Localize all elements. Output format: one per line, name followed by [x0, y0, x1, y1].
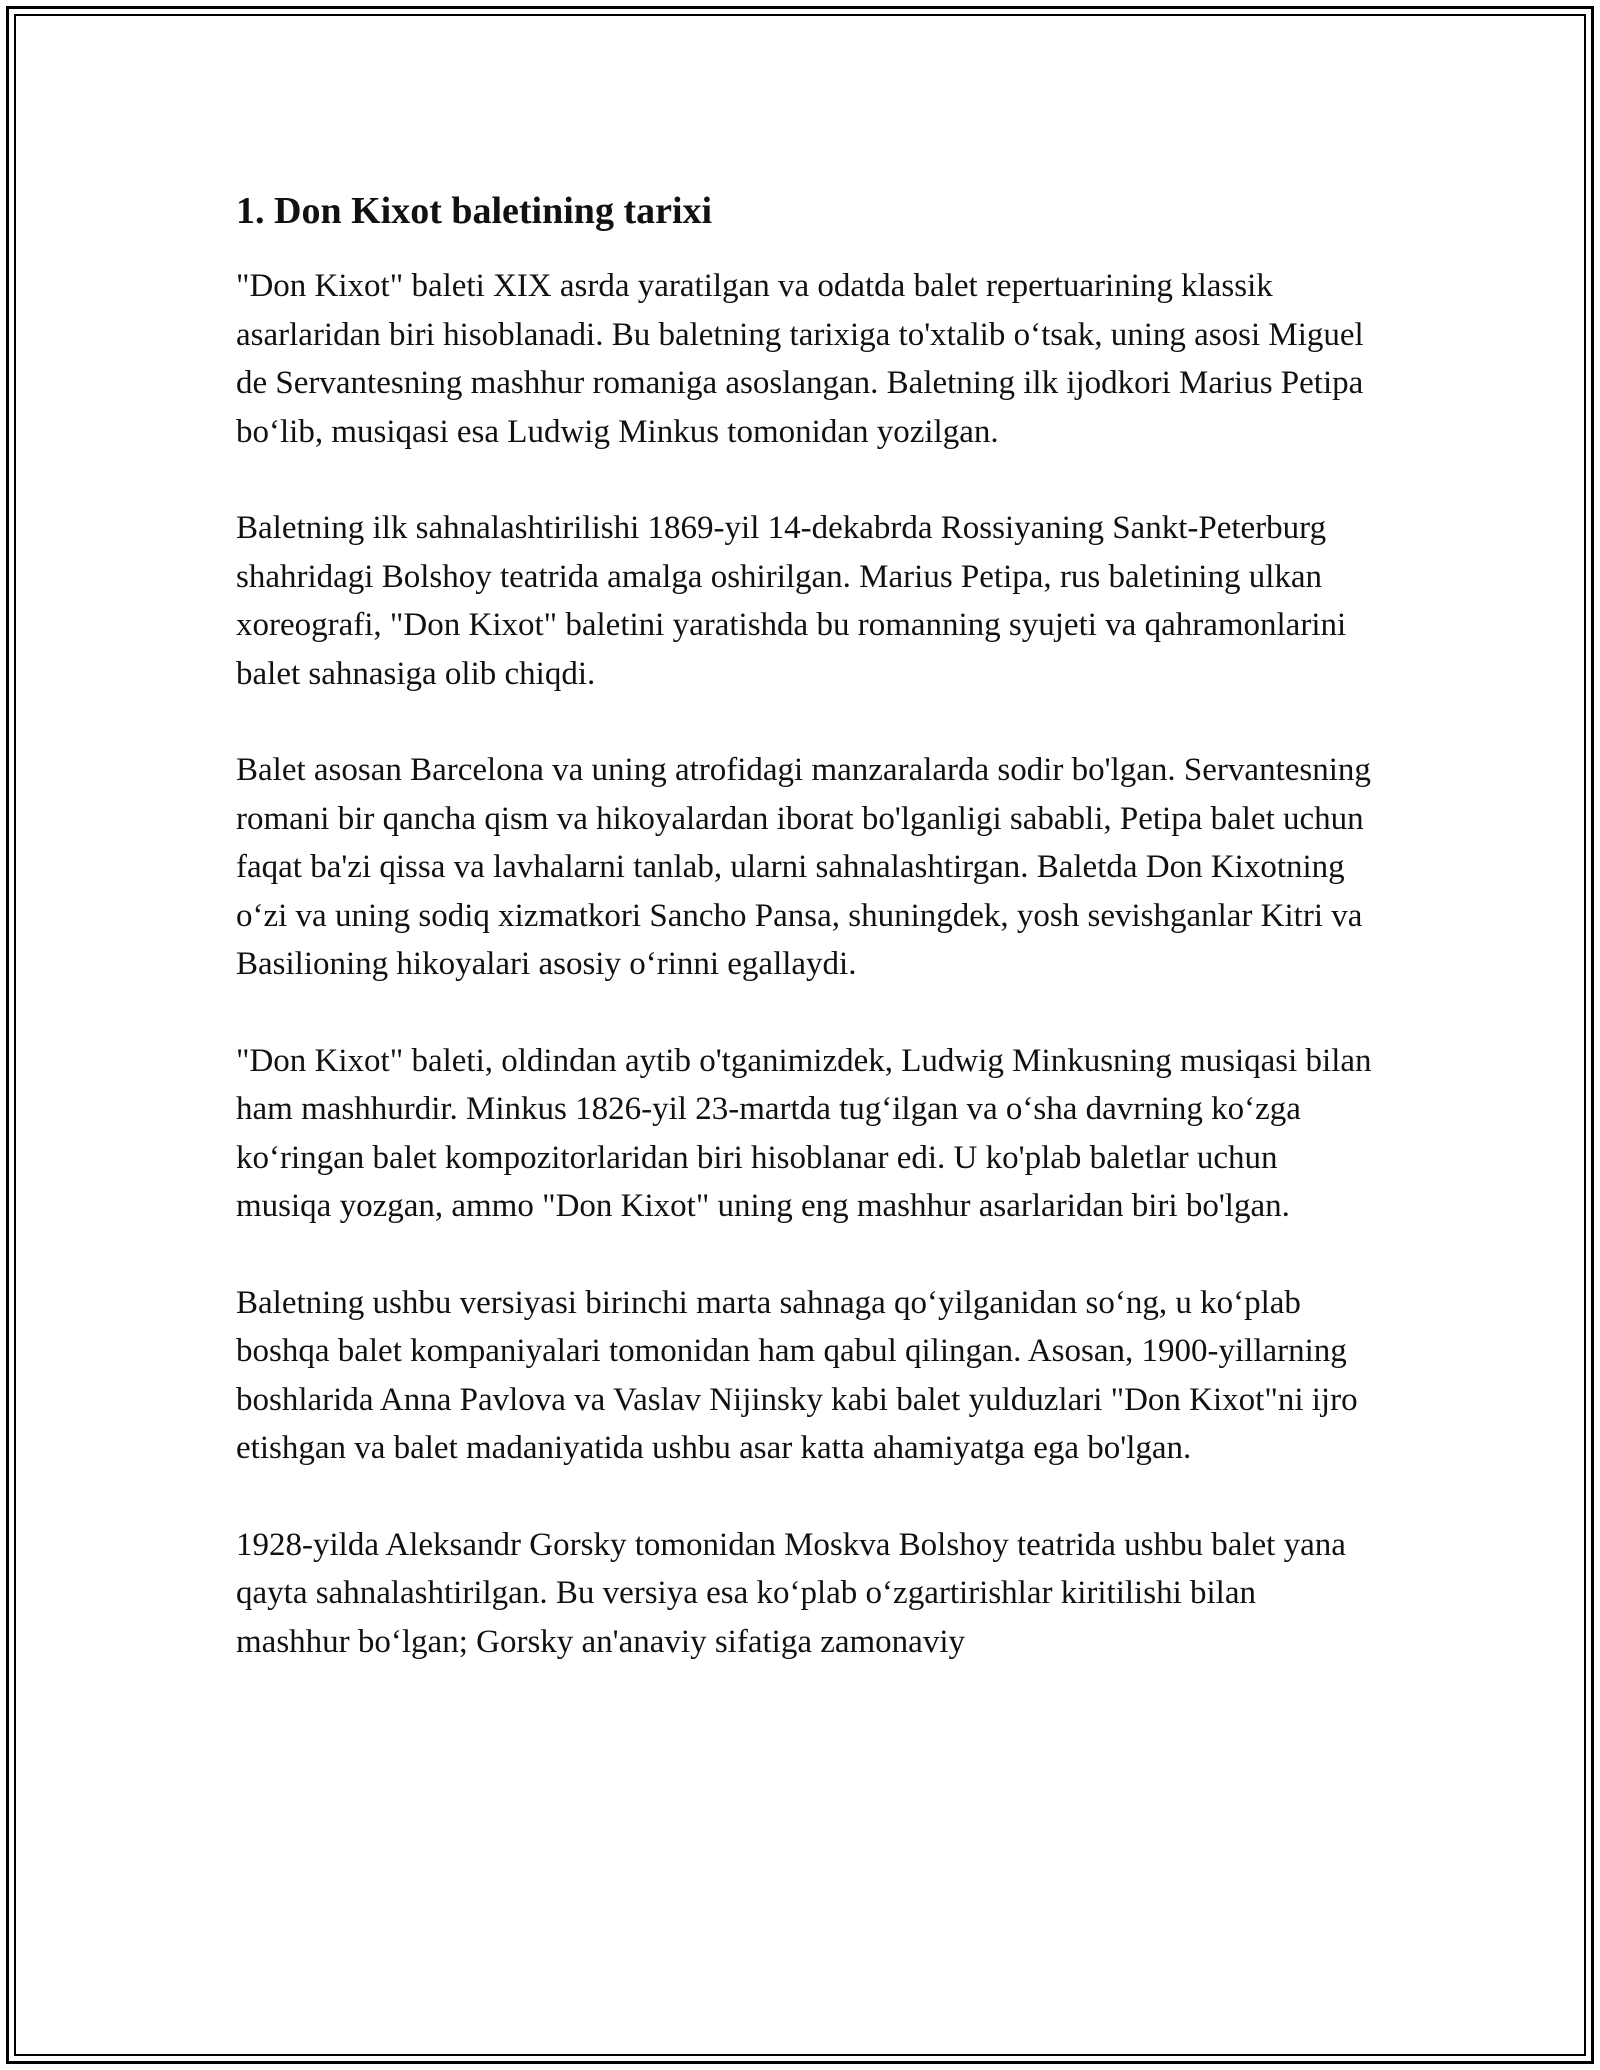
section-heading: 1. Don Kixot baletining tarixi — [236, 190, 713, 232]
paragraph-gorsky-version: 1928-yilda Aleksandr Gorsky tomonidan Moskva Bolshoy teatrida ushbu balet yana qayta sahnalashtirilgan. Bu versiya esa ko‘plab o‘zgartirishlar kiritilishi bilan mashhur bo‘lgan; Gorsky an'anaviy sifatiga zamonaviy — [236, 1526, 1346, 1660]
paragraph-later-productions: Baletning ushbu versiyasi birinchi marta sahnaga qo‘yilganidan so‘ng, u ko‘plab boshqa balet kompaniyalari tomonidan ham qabul qilingan. Asosan, 1900-yillarning boshlarida Anna Pavlova va Vaslav Nijinsky kabi balet yulduzlari "Don Kixot"ni ijro etishgan va balet madaniyatida ushbu asar katta ahamiyatga ega bo'lgan. — [236, 1284, 1358, 1466]
paragraph-setting-plot: Balet asosan Barcelona va uning atrofidagi manzaralarda sodir bo'lgan. Servantesning romani bir qancha qism va hikoyalardan iborat bo'lganligi sababli, Petipa balet uchun faqat ba'zi qissa va lavhalarni tanlab, ularni sahnalashtirgan. Baletda Don Kixotning o‘zi va uning sodiq xizmatkori Sancho Pansa, shuningdek, yosh sevishganlar Kitri va Basilioning hikoyalari asosiy o‘rinni egallaydi. — [236, 752, 1371, 982]
paragraph-minkus-music: "Don Kixot" baleti, oldindan aytib o'tganimizdek, Ludwig Minkusning musiqasi bilan ham mashhurdir. Minkus 1826-yil 23-martda tug‘ilgan va o‘sha davrning ko‘zga ko‘ringan balet kompozitorlaridan biri hisoblanar edi. U ko'plab baletlar uchun musiqa yozgan, ammo "Don Kixot" uning eng mashhur asarlaridan biri bo'lgan. — [236, 1042, 1372, 1224]
paragraph-history-origin: "Don Kixot" baleti XIX asrda yaratilgan va odatda balet repertuarining klassik asarlaridan biri hisoblanadi. Bu baletning tarixiga to'xtalib o‘tsak, uning asosi Miguel de Servantesning mashhur romaniga asoslangan. Baletning ilk ijodkori Marius Petipa bo‘lib, musiqasi esa Ludwig Minkus tomonidan yozilgan. — [236, 268, 1364, 450]
document-body — [236, 186, 1376, 1714]
paragraph-first-staging: Baletning ilk sahnalashtirilishi 1869-yil 14-dekabrda Rossiyaning Sankt-Peterburg shahridagi Bolshoy teatrida amalga oshirilgan. Marius Petipa, rus baletining ulkan xoreografi, "Don Kixot" baletini yaratishda bu romanning syujeti va qahramonlarini balet sahnasiga olib chiqdi. — [236, 510, 1347, 692]
